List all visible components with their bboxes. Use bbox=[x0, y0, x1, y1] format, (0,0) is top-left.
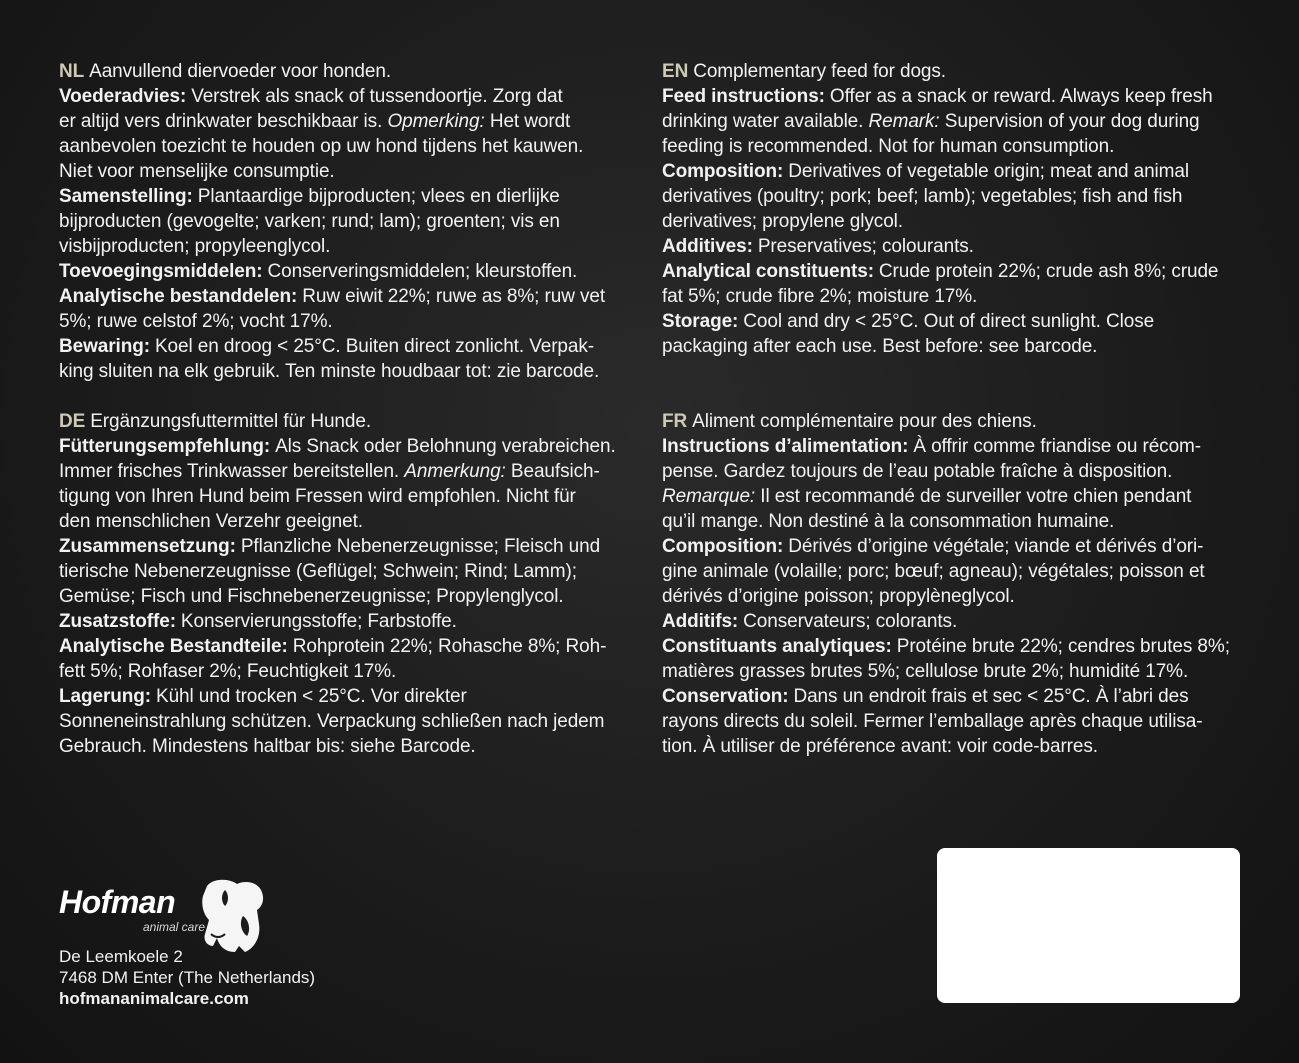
address-city: 7468 DM Enter (The Netherlands) bbox=[59, 968, 316, 987]
field-text: Immer frisches Trinkwasser bereitstellen. bbox=[59, 461, 405, 482]
field-text: Beaufsich- bbox=[505, 461, 600, 482]
field-text: 5%; ruwe celstof 2%; vocht 17%. bbox=[59, 311, 333, 332]
field-label: Feed instructions: bbox=[662, 86, 825, 107]
field-text: qu’il mange. Non destiné à la consommation humaine. bbox=[662, 511, 1115, 532]
field-label: Conservation: bbox=[662, 686, 789, 707]
field-text: fett 5%; Rohfaser 2%; Feuchtigkeit 17%. bbox=[59, 661, 397, 682]
field-text: Cool and dry < 25°C. Out of direct sunlight. Close bbox=[743, 311, 1155, 332]
de-text-line bbox=[59, 584, 639, 609]
field-text: feeding is recommended. Not for human consumption. bbox=[662, 136, 1115, 157]
field-text: Het wordt bbox=[484, 111, 571, 132]
en-text-line bbox=[662, 284, 1247, 309]
field-text: fat 5%; crude fibre 2%; moisture 17%. bbox=[662, 286, 978, 307]
fr-text-line bbox=[662, 609, 1247, 634]
field-text: den menschlichen Verzehr geeignet. bbox=[59, 511, 363, 532]
field-text: Aliment complémentaire pour des chiens. bbox=[692, 411, 1037, 432]
nl-text-line bbox=[59, 334, 639, 359]
field-text: king sluiten na elk gebruik. Ten minste houdbaar tot: zie barcode. bbox=[59, 361, 600, 382]
fr-text-line bbox=[662, 509, 1247, 534]
language-code: FR bbox=[662, 411, 688, 432]
nl-text-line bbox=[59, 259, 639, 284]
field-label: Additives: bbox=[662, 236, 753, 257]
fr-text-line bbox=[662, 534, 1247, 559]
en-text-line bbox=[662, 159, 1247, 184]
de-text-line bbox=[59, 484, 639, 509]
field-text: packaging after each use. Best before: see barcode. bbox=[662, 336, 1098, 357]
field-label: Composition: bbox=[662, 536, 784, 557]
field-text: À offrir comme friandise ou récom- bbox=[913, 436, 1202, 457]
field-text: Gebrauch. Mindestens haltbar bis: siehe Barcode. bbox=[59, 736, 476, 757]
fr-text-line bbox=[662, 709, 1247, 734]
de-text-line bbox=[59, 734, 639, 759]
section-en bbox=[662, 59, 1247, 359]
fr-text-line bbox=[662, 409, 1247, 434]
field-label: Fütterungsempfehlung: bbox=[59, 436, 271, 457]
en-text-line bbox=[662, 184, 1247, 209]
field-label: Voederadvies: bbox=[59, 86, 187, 107]
field-text: Konservierungsstoffe; Farbstoffe. bbox=[180, 611, 457, 632]
field-text: Rohprotein 22%; Rohasche 8%; Roh- bbox=[292, 636, 607, 657]
field-text: Derivatives of vegetable origin; meat and animal bbox=[788, 161, 1189, 182]
fr-text-line bbox=[662, 734, 1247, 759]
field-text: tierische Nebenerzeugnisse (Geflügel; Schwein; Rind; Lamm); bbox=[59, 561, 577, 582]
field-text: Complementary feed for dogs. bbox=[693, 61, 946, 82]
fr-text-line bbox=[662, 684, 1247, 709]
field-text: Pflanzliche Nebenerzeugnisse; Fleisch und bbox=[240, 536, 601, 557]
nl-text-line bbox=[59, 209, 639, 234]
de-text-line bbox=[59, 534, 639, 559]
section-nl bbox=[59, 59, 639, 384]
field-text: Il est recommandé de surveiller votre chien pendant bbox=[755, 486, 1192, 507]
field-text: Protéine brute 22%; cendres brutes 8%; bbox=[896, 636, 1230, 657]
remark-label: Opmerking: bbox=[387, 111, 485, 132]
en-text-line bbox=[662, 334, 1247, 359]
field-text: pense. Gardez toujours de l’eau potable fraîche à disposition. bbox=[662, 461, 1173, 482]
company-address bbox=[59, 946, 315, 1009]
field-text: Ruw eiwit 22%; ruwe as 8%; ruw vet bbox=[302, 286, 606, 307]
field-text: derivatives (poultry; pork; beef; lamb); vegetables; fish and fish bbox=[662, 186, 1183, 207]
field-text: Niet voor menselijke consumptie. bbox=[59, 161, 335, 182]
field-text: dérivés d’origine poisson; propylèneglycol. bbox=[662, 586, 1015, 607]
field-text: Als Snack oder Belohnung verabreichen. bbox=[275, 436, 616, 457]
field-text: gine animale (volaille; porc; bœuf; agneau); végétales; poisson et bbox=[662, 561, 1205, 582]
field-text: matières grasses brutes 5%; cellulose brute 2%; humidité 17%. bbox=[662, 661, 1189, 682]
remark-label: Remark: bbox=[868, 111, 940, 132]
field-text: aanbevolen toezicht te houden op uw hond tijdens het kauwen. bbox=[59, 136, 584, 157]
remark-label: Remarque: bbox=[662, 486, 756, 507]
field-text: rayons directs du soleil. Fermer l’emballage après chaque utilisa- bbox=[662, 711, 1203, 732]
field-text: bijproducten (gevogelte; varken; rund; lam); groenten; vis en bbox=[59, 211, 560, 232]
field-label: Toevoegingsmiddelen: bbox=[59, 261, 263, 282]
fr-text-line bbox=[662, 459, 1247, 484]
de-text-line bbox=[59, 434, 639, 459]
address-street: De Leemkoele 2 bbox=[59, 947, 183, 966]
field-label: Analytical constituents: bbox=[662, 261, 874, 282]
en-text-line bbox=[662, 234, 1247, 259]
de-text-line bbox=[59, 634, 639, 659]
field-text: Gemüse; Fisch und Fischnebenerzeugnisse; Propylenglycol. bbox=[59, 586, 564, 607]
field-label: Zusammensetzung: bbox=[59, 536, 236, 557]
language-code: EN bbox=[662, 61, 689, 82]
field-text: Ergänzungsfuttermittel für Hunde. bbox=[90, 411, 371, 432]
en-text-line bbox=[662, 109, 1247, 134]
en-text-line bbox=[662, 134, 1247, 159]
en-text-line bbox=[662, 259, 1247, 284]
fr-text-line bbox=[662, 434, 1247, 459]
nl-text-line bbox=[59, 234, 639, 259]
field-text: Sonneneinstrahlung schützen. Verpackung schließen nach jedem bbox=[59, 711, 605, 732]
remark-label: Anmerkung: bbox=[404, 461, 506, 482]
field-label: Analytische Bestandteile: bbox=[59, 636, 288, 657]
field-label: Composition: bbox=[662, 161, 784, 182]
field-text: Aanvullend diervoeder voor honden. bbox=[89, 61, 392, 82]
field-text: Preservatives; colourants. bbox=[757, 236, 974, 257]
field-text: Verstrek als snack of tussendoortje. Zorg dat bbox=[191, 86, 563, 107]
de-text-line bbox=[59, 684, 639, 709]
field-label: Additifs: bbox=[662, 611, 739, 632]
field-text: drinking water available. bbox=[662, 111, 869, 132]
nl-text-line bbox=[59, 59, 639, 84]
field-text: Offer as a snack or reward. Always keep fresh bbox=[829, 86, 1213, 107]
field-label: Storage: bbox=[662, 311, 739, 332]
field-text: Kühl und trocken < 25°C. Vor direkter bbox=[156, 686, 467, 707]
field-label: Bewaring: bbox=[59, 336, 150, 357]
nl-text-line bbox=[59, 84, 639, 109]
fr-text-line bbox=[662, 559, 1247, 584]
field-text: tion. À utiliser de préférence avant: voir code-barres. bbox=[662, 736, 1098, 757]
nl-text-line bbox=[59, 309, 639, 334]
nl-text-line bbox=[59, 109, 639, 134]
fr-text-line bbox=[662, 584, 1247, 609]
field-text: Conservateurs; colorants. bbox=[743, 611, 958, 632]
fr-text-line bbox=[662, 484, 1247, 509]
barcode-area bbox=[937, 848, 1240, 1003]
de-text-line bbox=[59, 709, 639, 734]
en-text-line bbox=[662, 309, 1247, 334]
nl-text-line bbox=[59, 284, 639, 309]
language-code: NL bbox=[59, 61, 85, 82]
brand-subtitle: animal care bbox=[143, 920, 206, 934]
field-text: Crude protein 22%; crude ash 8%; crude bbox=[878, 261, 1219, 282]
section-de bbox=[59, 409, 639, 759]
nl-text-line bbox=[59, 134, 639, 159]
en-text-line bbox=[662, 209, 1247, 234]
field-text: visbijproducten; propyleenglycol. bbox=[59, 236, 331, 257]
field-label: Instructions d’alimentation: bbox=[662, 436, 909, 457]
field-label: Lagerung: bbox=[59, 686, 151, 707]
de-text-line bbox=[59, 409, 639, 434]
field-text: Conserveringsmiddelen; kleurstoffen. bbox=[267, 261, 578, 282]
cow-calf-icon bbox=[199, 876, 269, 956]
en-text-line bbox=[662, 84, 1247, 109]
field-label: Constituants analytiques: bbox=[662, 636, 892, 657]
field-label: Zusatzstoffe: bbox=[59, 611, 176, 632]
field-text: Koel en droog < 25°C. Buiten direct zonlicht. Verpak- bbox=[154, 336, 594, 357]
de-text-line bbox=[59, 609, 639, 634]
field-text: Plantaardige bijproducten; vlees en dierlijke bbox=[197, 186, 560, 207]
fr-text-line bbox=[662, 659, 1247, 684]
field-text: er altijd vers drinkwater beschikbaar is. bbox=[59, 111, 388, 132]
field-text: Dérivés d’origine végétale; viande et dérivés d’ori- bbox=[788, 536, 1204, 557]
nl-text-line bbox=[59, 359, 639, 384]
nl-text-line bbox=[59, 184, 639, 209]
de-text-line bbox=[59, 459, 639, 484]
de-text-line bbox=[59, 659, 639, 684]
website-link[interactable]: hofmananimalcare.com bbox=[59, 989, 249, 1008]
section-fr bbox=[662, 409, 1247, 759]
fr-text-line bbox=[662, 634, 1247, 659]
field-label: Analytische bestanddelen: bbox=[59, 286, 298, 307]
field-text: derivatives; propylene glycol. bbox=[662, 211, 903, 232]
de-text-line bbox=[59, 559, 639, 584]
nl-text-line bbox=[59, 159, 639, 184]
brand-name: Hofman bbox=[59, 884, 176, 920]
en-text-line bbox=[662, 59, 1247, 84]
field-text: Supervision of your dog during bbox=[939, 111, 1200, 132]
field-text: tigung von Ihren Hund beim Fressen wird empfohlen. Nicht für bbox=[59, 486, 576, 507]
field-label: Samenstelling: bbox=[59, 186, 193, 207]
language-code: DE bbox=[59, 411, 86, 432]
field-text: Dans un endroit frais et sec < 25°C. À l’abri des bbox=[793, 686, 1189, 707]
hofman-logo bbox=[59, 876, 289, 956]
de-text-line bbox=[59, 509, 639, 534]
